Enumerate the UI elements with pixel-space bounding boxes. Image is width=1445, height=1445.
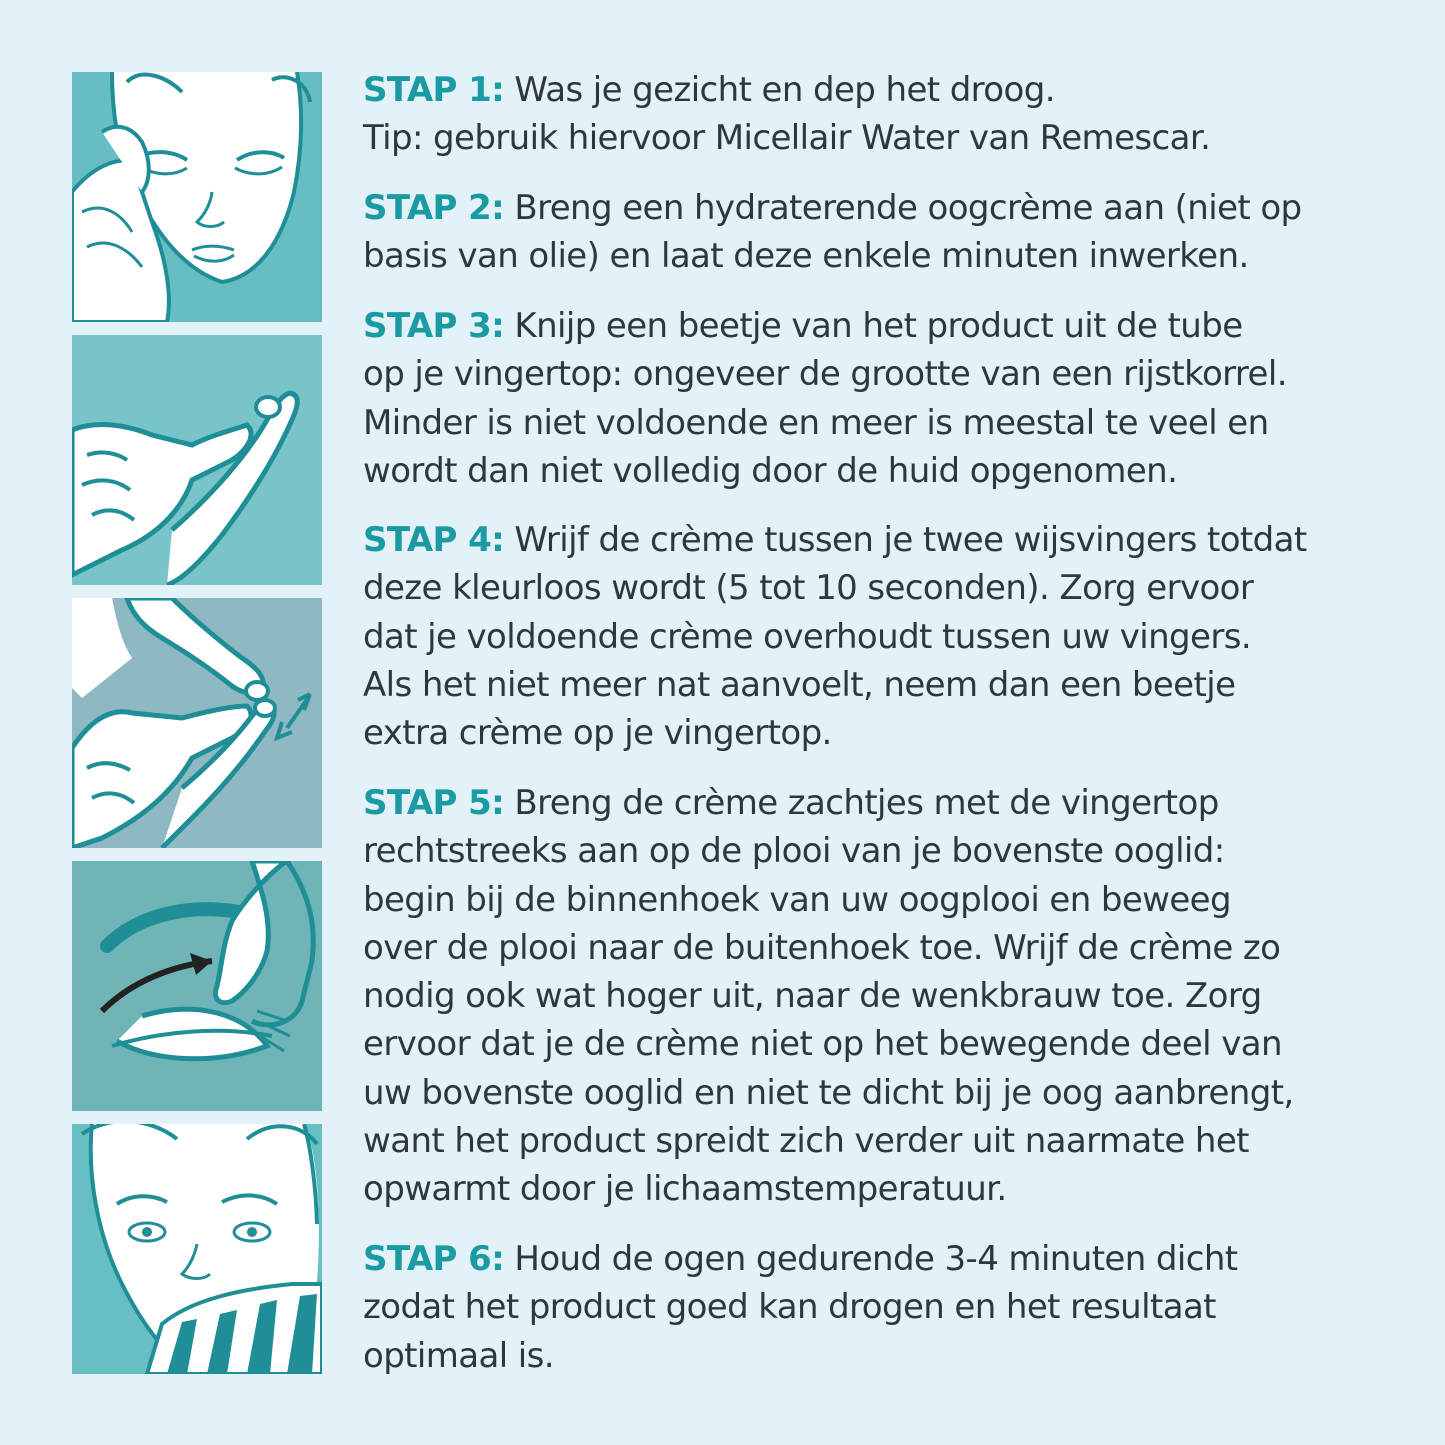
step-2-line: basis van olie) en laat deze enkele minuten inwerken.: [363, 236, 1249, 277]
step-5-text: Breng de crème zachtjes met de vingertop: [504, 783, 1219, 823]
step-5-line: nodig ook wat hoger uit, naar de wenkbrauw toe. Zorg: [363, 976, 1262, 1017]
step-5: [363, 779, 1423, 1214]
step-3-line: op je vingertop: ongeveer de grootte van een rijstkorrel.: [363, 354, 1287, 395]
step-4-line: deze kleurloos wordt (5 tot 10 seconden). Zorg ervoor: [363, 568, 1254, 609]
step-5-label: STAP 5:: [363, 783, 505, 823]
rubbing-fingers-icon: [72, 598, 322, 848]
step-6-first-line: [363, 1235, 1423, 1283]
step-1-label: STAP 1:: [363, 70, 505, 110]
step-6-line: optimaal is.: [363, 1335, 554, 1376]
step-2-label: STAP 2:: [363, 188, 505, 228]
step-1: [363, 66, 1423, 163]
step-1-line: Tip: gebruik hiervoor Micellair Water van Remescar.: [363, 118, 1211, 159]
step-1-illustration: [72, 72, 322, 322]
step-5-first-line: [363, 779, 1423, 827]
step-6: [363, 1235, 1423, 1380]
step-2-illustration: [72, 335, 322, 585]
step-4-line: Als het niet meer nat aanvoelt, neem dan een beetje: [363, 664, 1236, 705]
step-5-line: ervoor dat je de crème niet op het bewegende deel van: [363, 1024, 1282, 1065]
step-4-label: STAP 4:: [363, 520, 505, 560]
step-5-line: rechtstreeks aan op de plooi van je bovenste ooglid:: [363, 831, 1225, 872]
step-4: [363, 516, 1423, 757]
step-5-line: opwarmt door je lichaamstemperatuur.: [363, 1169, 1007, 1210]
step-3-text: Knijp een beetje van het product uit de tube: [504, 306, 1243, 346]
step-1-first-line: [363, 66, 1423, 114]
step-2-first-line: [363, 184, 1423, 232]
step-2: [363, 184, 1423, 281]
step-2-text: Breng een hydraterende oogcrème aan (niet op: [504, 188, 1302, 228]
step-5-line: want het product spreidt zich verder uit naarmate het: [363, 1121, 1249, 1162]
step-4-text: Wrijf de crème tussen je twee wijsvingers totdat: [504, 520, 1307, 560]
step-3-label: STAP 3:: [363, 306, 505, 346]
step-6-text: Houd de ogen gedurende 3-4 minuten dicht: [504, 1239, 1238, 1279]
step-3-first-line: [363, 302, 1423, 350]
step-1-text: Was je gezicht en dep het droog.: [504, 70, 1055, 110]
step-3-illustration: [72, 598, 322, 848]
step-4-illustration: [72, 861, 322, 1111]
step-4-line: dat je voldoende crème overhoudt tussen uw vingers.: [363, 616, 1252, 657]
step-5-line: over de plooi naar de buitenhoek toe. Wrijf de crème zo: [363, 927, 1281, 968]
step-4-first-line: [363, 516, 1423, 564]
step-3-line: Minder is niet voldoende en meer is meestal te veel en: [363, 402, 1269, 443]
face-closed-eyes-fan-icon: [72, 1124, 322, 1374]
face-drying-icon: [72, 72, 322, 322]
step-4-line: extra crème op je vingertop.: [363, 713, 832, 754]
step-6-label: STAP 6:: [363, 1239, 505, 1279]
step-3-line: wordt dan niet volledig door de huid opgenomen.: [363, 450, 1178, 491]
fingertip-cream-icon: [72, 335, 322, 585]
step-6-line: zodat het product goed kan drogen en het resultaat: [363, 1287, 1216, 1328]
eyelid-application-icon: [72, 861, 322, 1111]
step-5-illustration: [72, 1124, 322, 1374]
step-5-line: uw bovenste ooglid en niet te dicht bij je oog aanbrengt,: [363, 1072, 1294, 1113]
step-5-line: begin bij de binnenhoek van uw oogplooi en beweeg: [363, 879, 1231, 920]
step-3: [363, 302, 1423, 495]
